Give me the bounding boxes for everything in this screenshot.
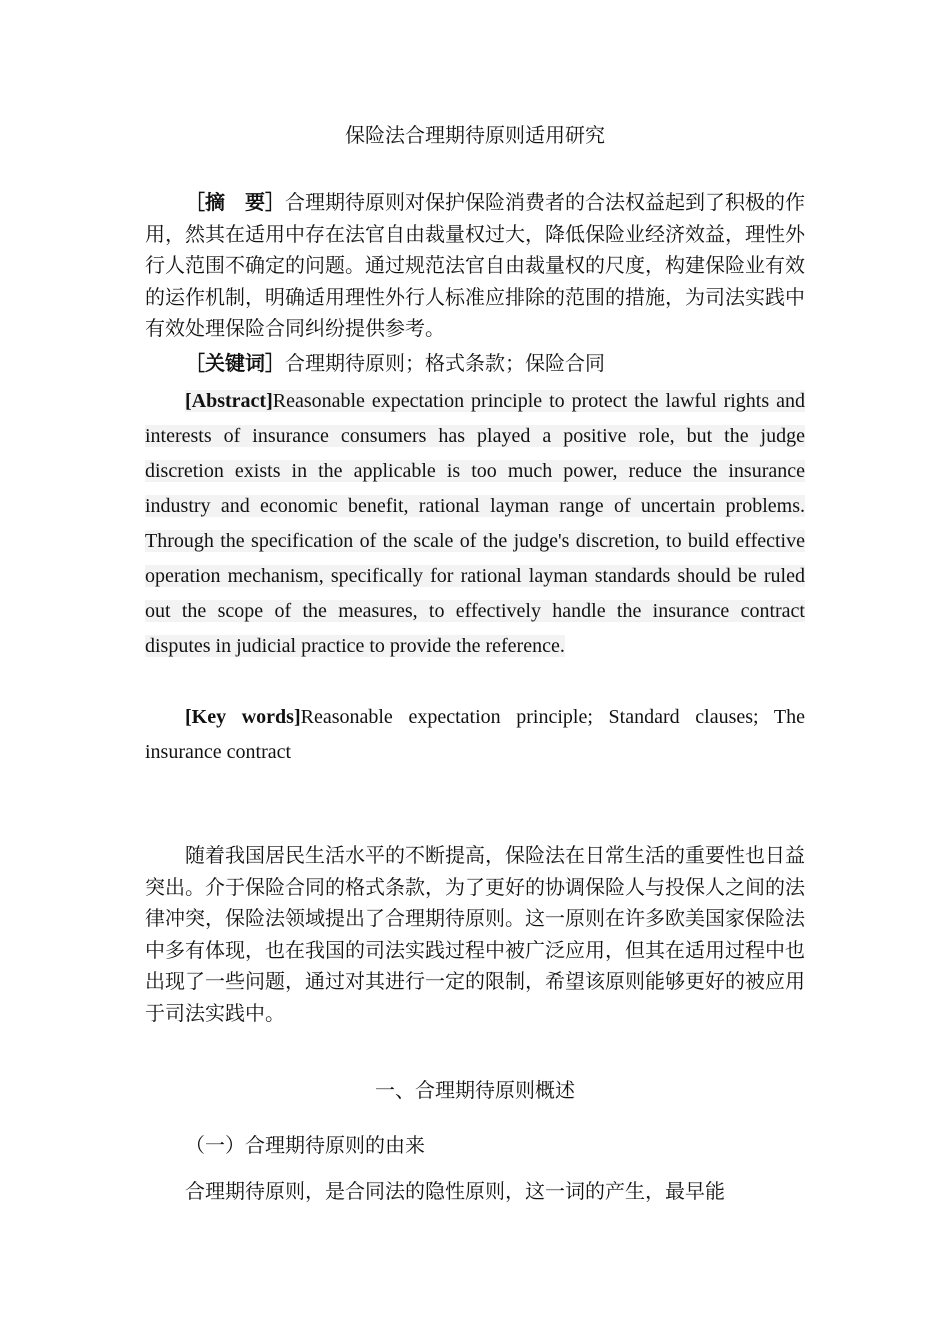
abstract-cn-text: 合理期待原则对保护保险消费者的合法权益起到了积极的作用，然其在适用中存在法官自由裁量权过大，降低保险业经济效益，理性外行人范围不确定的问题。通过规范法官自由裁量权的尺度，构建保险业有效的运作机制，明确适用理性外行人标准应排除的范围的措施，为司法实践中有效处理保险合同纠纷提供参考。: [145, 190, 805, 340]
keywords-cn-label: ［关键词］: [185, 351, 285, 375]
keywords-cn-text: 合理期待原则；格式条款；保险合同: [285, 351, 605, 375]
abstract-en-text: Reasonable expectation principle to protect the lawful rights and interests of insurance consumers has played a positive role, but the judge discretion exists in the applicable is too much power, reduce the insurance industry and economic benefit, rational layman range of uncertain problems. Through the specification of the scale of the judge's discretion, to build effective operation mechanism, specifically for rational layman standards should be ruled out the scope of the measures, to effectively handle the insurance contract disputes in judicial practice to provide the reference.: [145, 390, 805, 657]
keywords-en-label: [Key words]: [185, 706, 301, 728]
section-heading: 一、合理期待原则概述: [375, 1078, 575, 1102]
abstract-cn-label: ［摘 要］: [185, 190, 285, 214]
subsection-paragraph: 合理期待原则，是合同法的隐性原则，这一词的产生，最早能: [185, 1179, 725, 1203]
keywords-cn: [145, 348, 805, 380]
intro-paragraph: 随着我国居民生活水平的不断提高，保险法在日常生活的重要性也日益突出。介于保险合同的格式条款，为了更好的协调保险人与投保人之间的法律冲突，保险法领域提出了合理期待原则。这一原则在许多欧美国家保险法中多有体现，也在我国的司法实践过程中被广泛应用，但其在适用过程中也出现了一些问题，通过对其进行一定的限制，希望该原则能够更好的被应用于司法实践中。: [145, 843, 805, 1025]
keywords-en-text: Reasonable expectation principle; Standard clauses; The insurance contract: [145, 706, 805, 763]
abstract-en-label: [Abstract]: [185, 390, 273, 412]
document-title: 保险法合理期待原则适用研究: [345, 123, 605, 147]
abstract-en: [145, 384, 805, 664]
keywords-en: [145, 700, 805, 770]
subsection-heading: （一）合理期待原则的由来: [185, 1133, 425, 1157]
abstract-cn: [145, 187, 805, 345]
